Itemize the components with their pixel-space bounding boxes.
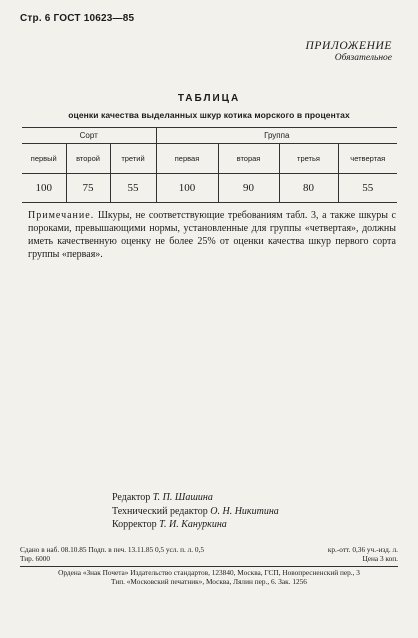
page-header: Стр. 6 ГОСТ 10623—85 xyxy=(20,13,135,24)
column-header: третья xyxy=(279,144,338,174)
table-note xyxy=(28,209,396,261)
colophon-text: Тир. 6000 xyxy=(20,553,51,563)
colophon-text: Сдано в наб. 08.10.85 Подп. в печ. 13.11.85 0,5 усл. п. л. 0,5 xyxy=(20,545,205,554)
staff-name: Т. И. Кануркина xyxy=(159,519,227,530)
editorial-staff xyxy=(112,491,279,532)
appendix-label xyxy=(306,40,392,63)
table-row xyxy=(22,174,397,203)
column-header: первая xyxy=(156,144,218,174)
staff-editor xyxy=(112,491,279,505)
note-label: Примечание. xyxy=(28,210,95,221)
appendix-subtitle: Обязательное xyxy=(334,53,392,63)
group-header-group: Группа xyxy=(156,128,397,144)
staff-proofreader xyxy=(112,518,279,532)
table-cell: 55 xyxy=(338,174,397,203)
table-subtitle: оценки качества выделанных шкур котика морского в процентах xyxy=(68,110,350,120)
staff-role: Редактор xyxy=(112,492,151,503)
colophon-line xyxy=(20,546,398,555)
table-cell: 80 xyxy=(279,174,338,203)
appendix-title: ПРИЛОЖЕНИЕ xyxy=(305,40,392,52)
table-group-row xyxy=(22,128,397,144)
table-cell: 75 xyxy=(66,174,110,203)
staff-name: Т. П. Шашина xyxy=(152,492,213,503)
staff-name: О. Н. Никитина xyxy=(210,505,279,517)
staff-tech-editor xyxy=(112,505,279,519)
colophon-text: кр.-отт. 0,36 уч.-изд. л. xyxy=(327,545,398,554)
staff-role: Технический редактор xyxy=(112,505,208,517)
colophon-divider xyxy=(20,566,398,567)
table-title: ТАБЛИЦА xyxy=(177,93,241,104)
table-cell: 90 xyxy=(218,174,279,203)
column-header: вторая xyxy=(218,144,279,174)
column-header: четвертая xyxy=(338,144,397,174)
colophon-publisher: Ордена «Знак Почета» Издательство стандартов, 123840, Москва, ГСП, Новопресненский пер., 3 xyxy=(58,568,360,578)
colophon xyxy=(20,546,398,586)
colophon-printer: Тип. «Московский печатник», Москва, Лялин пер., 6. Зак. 1256 xyxy=(111,576,307,586)
table-cell: 55 xyxy=(110,174,156,203)
colophon-text: Цена 3 коп. xyxy=(362,553,398,563)
note-text: Шкуры, не соответствующие требованиям табл. 3, а также шкуры с пороками, превышающими нормы, установленные для группы «четвертая», должны иметь качественную оценку не более 25% от оценки качества шкур первого сорта группы «первая». xyxy=(28,210,396,260)
table-column-row xyxy=(22,144,397,174)
table-cell: 100 xyxy=(156,174,218,203)
staff-role: Корректор xyxy=(112,519,157,530)
colophon-line xyxy=(20,555,398,564)
table-cell: 100 xyxy=(22,174,66,203)
column-header: первый xyxy=(22,144,66,174)
column-header: второй xyxy=(66,144,110,174)
quality-table xyxy=(22,127,397,203)
group-header-sort: Сорт xyxy=(22,128,156,144)
column-header: третий xyxy=(110,144,156,174)
